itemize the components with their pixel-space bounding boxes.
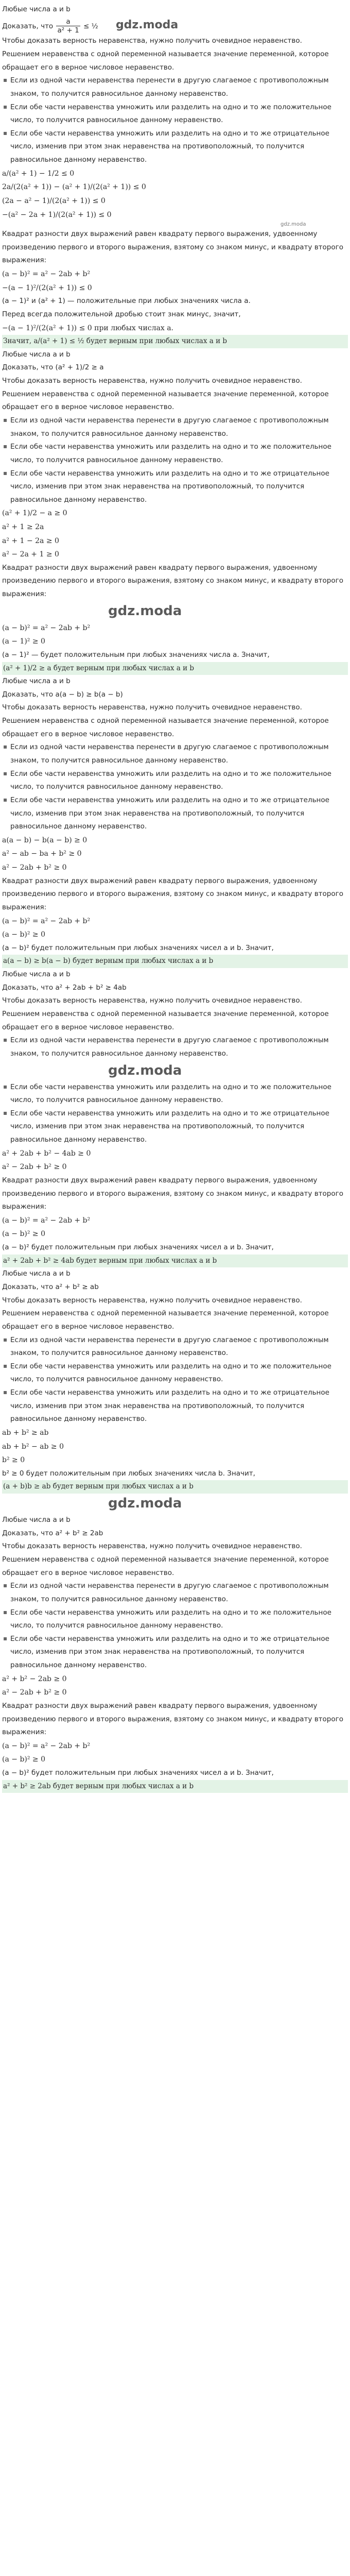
task-goal: Доказать, что a² + b² ≥ 2ab [2, 1529, 103, 1537]
rule-bullet-icon: ▪ [3, 1082, 8, 1090]
square-rule-text: Квадрат разности двух выражений равен квадрату первого выражения, удвоенному произведению первого и второго выражения, взятому со знаком минус, и квадрату второго выражения: [2, 1701, 343, 1737]
formula-step: (a − 1)² ≥ 0 [2, 637, 45, 646]
square-rule-text: Квадрат разности двух выражений равен квадрату первого выражения, удвоенному произведению первого и второго выражения, взятому со знаком минус, и квадрату второго выражения: [2, 563, 343, 599]
rule-item: ▪ Если обе части неравенства умножить или разделить на одно и то же отрицательное число, изменив при этом знак неравенства на противоположный, то получится равносильное данному неравенство. [10, 1633, 347, 1672]
explanation-text: (a − 1)² — будет положительным при любых значениях числа a. Значит, [2, 650, 270, 659]
rule-item: ▪ Если обе части неравенства умножить или разделить на одно и то же положительное число, то получится равносильное данному неравенство. [10, 768, 347, 794]
rule-item: ▪ Если из одной части неравенства перенести в другую слагаемое с противоположным знаком, то получится равносильное данному неравенство. [10, 1334, 347, 1360]
watermark-logo: gdz.moda [108, 1496, 182, 1512]
rule-bullet-icon: ▪ [3, 1608, 8, 1616]
rule-item: ▪ Если обе части неравенства умножить или разделить на одно и то же положительное число, то получится равносильное данному неравенство. [10, 1606, 347, 1633]
formula-step: (a² + 1)/2 − a ≥ 0 [2, 509, 67, 518]
rule-bullet-icon: ▪ [3, 76, 8, 84]
definition-text: Решением неравенства с одной переменной называется значение переменной, которое обращает его в верное числовое неравенство. [2, 389, 329, 412]
formula-step: (2a − a² − 1)/(2(a² + 1)) ≤ 0 [2, 196, 106, 205]
formula-step: (a − b)² ≥ 0 [2, 1755, 46, 1764]
explanation-text: (a − b)² будет положительным при любых значениях чисел a и b. Значит, [2, 943, 274, 952]
formula-step: a(a − b) − b(a − b) ≥ 0 [2, 836, 87, 844]
task-intro: Любые числа a и b [2, 5, 71, 13]
task-2 [0, 348, 350, 675]
square-rule-text: Квадрат разности двух выражений равен квадрату первого выражения, удвоенному произведению первого и второго выражения, взятому со знаком минус, и квадрату второго выражения: [2, 876, 343, 911]
formula-step: (a − b)² = a² − 2ab + b² [2, 917, 91, 925]
formula-step: (a − b)² ≥ 0 [2, 1230, 46, 1239]
task-intro: Любые числа a и b [2, 677, 71, 686]
explanation-text: (a − 1)² и (a² + 1) — положительные при любых значениях числа a. [2, 297, 251, 306]
rule-item: ▪ Если обе части неравенства умножить или разделить на одно и то же положительное число, то получится равносильное данному неравенство. [10, 440, 347, 467]
task-goal: Доказать, что a(a − b) ≥ b(a − b) [2, 690, 123, 699]
formula-step: a² + b² − 2ab ≥ 0 [2, 1674, 67, 1683]
rule-bullet-icon: ▪ [3, 1634, 8, 1642]
task-goal: Доказать, что (a² + 1)/2 ≥ a [2, 363, 104, 372]
task-goal: Доказать, что $\frac{a}{\text{a² + 1}}$ ≤ ½ gdz.moda [2, 17, 179, 35]
watermark-logo: gdz.moda [108, 1062, 182, 1078]
formula-step: a² + 2ab + b² − 4ab ≥ 0 [2, 1149, 91, 1158]
task-intro: Любые числа a и b [2, 970, 71, 979]
definition-text: Решением неравенства с одной переменной называется значение переменной, которое обращает его в верное числовое неравенство. [2, 1309, 329, 1331]
rule-item: ▪ Если из одной части неравенства перенести в другую слагаемое с противоположным знаком, то получится равносильное данному неравенство. [10, 1034, 347, 1060]
formula-step: 2a/(2(a² + 1)) − (a² + 1)/(2(a² + 1)) ≤ 0 [2, 183, 146, 192]
conclusion-text: Перед всегда положительной дробью стоит знак минус, значит, [2, 310, 241, 318]
method-text: Чтобы доказать верность неравенства, нужно получить очевидное неравенство. [2, 1542, 302, 1551]
rule-bullet-icon: ▪ [3, 795, 8, 803]
definition-text: Решением неравенства с одной переменной называется значение переменной, которое обращает его в верное числовое неравенство. [2, 49, 329, 72]
formula-step: a² + 1 − 2a ≥ 0 [2, 536, 59, 545]
formula-step: a² − 2ab + b² ≥ 0 [2, 1688, 67, 1697]
rule-bullet-icon: ▪ [3, 469, 8, 477]
watermark-logo: gdz.moda [108, 603, 182, 619]
result-highlight: a(a − b) ≥ b(a − b) будет верным при любых числах a и b [2, 955, 348, 968]
result-highlight: (a + b)b ≥ ab будет верным при любых числах a и b [2, 1480, 348, 1494]
formula-step: (a − b)² = a² − 2ab + b² [2, 1741, 91, 1750]
rule-item: ▪ Если обе части неравенства умножить или разделить на одно и то же отрицательное число, изменив при этом знак неравенства на противоположный, то получится равносильное данному неравенство. [10, 1107, 347, 1147]
method-text: Чтобы доказать верность неравенства, нужно получить очевидное неравенство. [2, 996, 302, 1005]
rule-bullet-icon: ▪ [3, 129, 8, 137]
formula-step: a² + 1 ≥ 2a [2, 523, 44, 532]
rule-bullet-icon: ▪ [3, 443, 8, 450]
rule-item: ▪ Если обе части неравенства умножить или разделить на одно и то же отрицательное число, изменив при этом знак неравенства на противоположный, то получится равносильное данному неравенство. [10, 1386, 347, 1426]
watermark-small: gdz.moda [281, 222, 306, 228]
definition-text: Решением неравенства с одной переменной называется значение переменной, которое обращает его в верное числовое неравенство. [2, 717, 329, 738]
task-goal: Доказать, что a² + b² ≥ ab [2, 1282, 99, 1291]
explanation-text: (a − b)² будет положительным при любых значениях чисел a и b. Значит, [2, 1769, 274, 1777]
result-highlight: Значит, a/(a² + 1) ≤ ½ будет верным при любых числах a и b [2, 335, 348, 348]
task-4 [0, 968, 350, 1267]
rule-bullet-icon: ▪ [3, 416, 8, 423]
result-highlight: (a² + 1)/2 ≥ a будет верным при любых числах a и b [2, 662, 348, 675]
formula-step: a² − 2ab + b² ≥ 0 [2, 1163, 67, 1172]
formula-step: a/(a² + 1) − 1/2 ≤ 0 [2, 169, 75, 178]
method-text: Чтобы доказать верность неравенства, нужно получить очевидное неравенство. [2, 1296, 302, 1304]
rule-item: ▪ Если обе части неравенства умножить или разделить на одно и то же отрицательное число, изменив при этом знак неравенства на противоположный, то получится равносильное данному неравенство. [10, 794, 347, 834]
method-text: Чтобы доказать верность неравенства, нужно получить очевидное неравенство. [2, 703, 302, 712]
rule-item: ▪ Если из одной части неравенства перенести в другую слагаемое с противоположным знаком, то получится равносильное данному неравенство. [10, 1580, 347, 1606]
task-intro: Любые числа a и b [2, 350, 71, 359]
square-rule-text: Квадрат разности двух выражений равен квадрату первого выражения, удвоенному произведению первого и второго выражения, взятому со знаком минус, и квадрату второго выражения: [2, 230, 343, 265]
definition-text: Решением неравенства с одной переменной называется значение переменной, которое обращает его в верное числовое неравенство. [2, 1009, 329, 1031]
task-1 [0, 3, 350, 348]
formula-step: ab + b² − ab ≥ 0 [2, 1442, 64, 1451]
formula-step: −(a − 1)²/(2(a² + 1)) ≤ 0 при любых числах a. [2, 324, 173, 332]
task-intro: Любые числа a и b [2, 1269, 71, 1278]
rule-bullet-icon: ▪ [3, 1362, 8, 1369]
rule-bullet-icon: ▪ [3, 769, 8, 777]
formula-step: a² − 2ab + b² ≥ 0 [2, 863, 67, 872]
task-3 [0, 675, 350, 968]
rule-item: ▪ Если из одной части неравенства перенести в другую слагаемое с противоположным знаком, то получится равносильное данному неравенство. [10, 74, 347, 100]
method-text: Чтобы доказать верность неравенства, нужно получить очевидное неравенство. [2, 37, 302, 45]
result-highlight: a² + b² ≥ 2ab будет верным при любых числах a и b [2, 1780, 348, 1793]
rule-item: ▪ Если из одной части неравенства перенести в другую слагаемое с противоположным знаком, то получится равносильное данному неравенство. [10, 414, 347, 440]
rule-item: ▪ Если обе части неравенства умножить или разделить на одно и то же положительное число, то получится равносильное данному неравенство. [10, 101, 347, 127]
rule-bullet-icon: ▪ [3, 1335, 8, 1343]
goal-fraction: $\frac{a}{\text{a² + 1}}$ [57, 17, 79, 35]
rule-bullet-icon: ▪ [3, 743, 8, 751]
formula-step: −(a − 1)²/(2(a² + 1)) ≤ 0 [2, 283, 92, 292]
rule-item: ▪ Если обе части неравенства умножить или разделить на одно и то же отрицательное число, изменив при этом знак неравенства на противоположный, то получится равносильное данному неравенство. [10, 467, 347, 507]
rule-bullet-icon: ▪ [3, 1109, 8, 1116]
rule-item: ▪ Если обе части неравенства умножить или разделить на одно и то же положительное число, то получится равносильное данному неравенство. [10, 1081, 347, 1107]
watermark-logo: gdz.moda [115, 18, 179, 31]
formula-step: ab + b² ≥ ab [2, 1429, 49, 1437]
formula-step: b² ≥ 0 [2, 1456, 25, 1465]
result-highlight: a² + 2ab + b² ≥ 4ab будет верным при любых числах a и b [2, 1255, 348, 1268]
rule-item: ▪ Если из одной части неравенства перенести в другую слагаемое с противоположным знаком, то получится равносильное данному неравенство. [10, 741, 347, 767]
rule-bullet-icon: ▪ [3, 1388, 8, 1396]
formula-step: (a − b)² ≥ 0 [2, 930, 46, 939]
formula-step: −(a² − 2a + 1)/(2(a² + 1)) ≤ 0 [2, 210, 112, 219]
task-goal: Доказать, что a² + 2ab + b² ≥ 4ab [2, 983, 127, 992]
formula-step: a² − ab − ba + b² ≥ 0 [2, 850, 82, 858]
rule-item: ▪ Если обе части неравенства умножить или разделить на одно и то же положительное число, то получится равносильное данному неравенство. [10, 1360, 347, 1386]
formula-step: a² − 2a + 1 ≥ 0 [2, 550, 59, 559]
square-rule-text: Квадрат разности двух выражений равен квадрату первого выражения, удвоенному произведению первого и второго выражения, взятому со знаком минус, и квадрату второго выражения: [2, 1176, 343, 1211]
rule-bullet-icon: ▪ [3, 1036, 8, 1044]
explanation-text: b² ≥ 0 будет положительным при любых значениях числа b. Значит, [2, 1469, 255, 1478]
formula-step: (a − b)² = a² − 2ab + b² [2, 270, 91, 279]
formula-step: (a − b)² = a² − 2ab + b² [2, 1216, 91, 1225]
rule-bullet-icon: ▪ [3, 1582, 8, 1589]
rule-item: ▪ Если обе части неравенства умножить или разделить на одно и то же отрицательное число, изменив при этом знак неравенства на противоположный, то получится равносильное данному неравенство. [10, 127, 347, 167]
task-5 [0, 1267, 350, 1494]
method-text: Чтобы доказать верность неравенства, нужно получить очевидное неравенство. [2, 377, 302, 385]
task-6 [0, 1494, 350, 1793]
task-intro: Любые числа a и b [2, 1516, 71, 1524]
definition-text: Решением неравенства с одной переменной называется значение переменной, которое обращает его в верное числовое неравенство. [2, 1555, 329, 1577]
formula-step: (a − b)² = a² − 2ab + b² [2, 623, 91, 632]
explanation-text: (a − b)² будет положительным при любых значениях чисел a и b. Значит, [2, 1243, 274, 1252]
rule-bullet-icon: ▪ [3, 103, 8, 110]
